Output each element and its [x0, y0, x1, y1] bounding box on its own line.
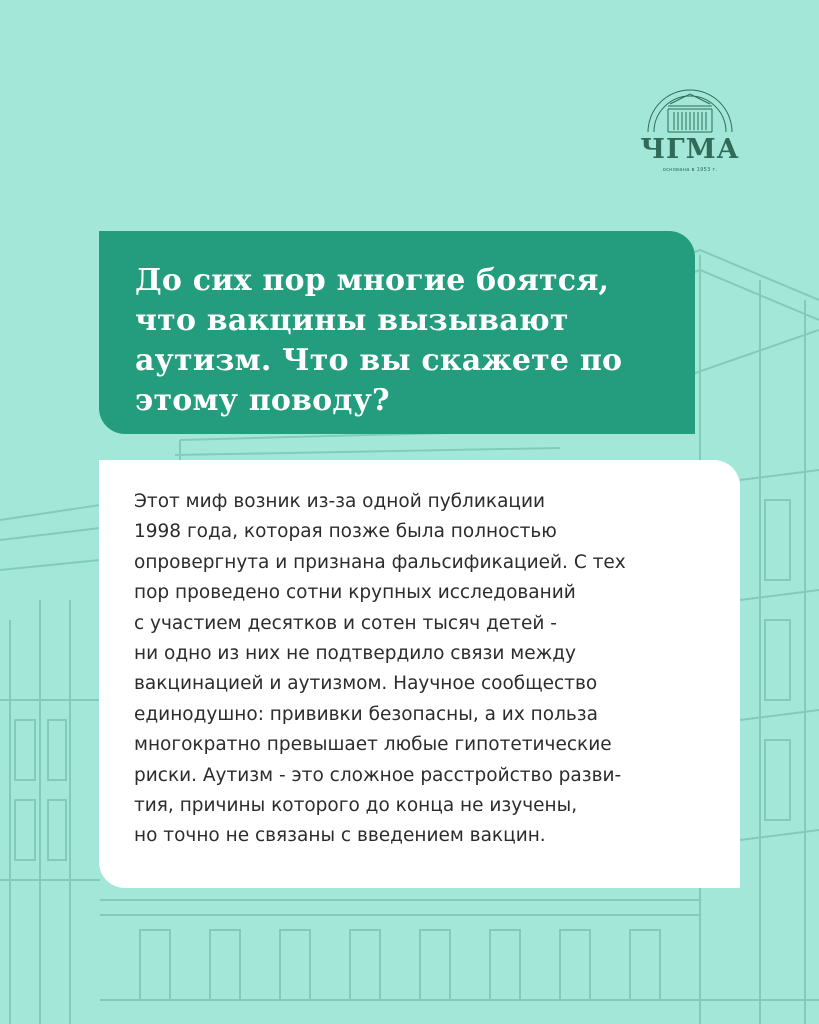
question-heading: До сих пор многие боятся, что вакцины вызывают аутизм. Что вы скажете по этому поводу? — [135, 263, 623, 418]
logo-abbreviation: ЧГМА — [640, 134, 740, 165]
answer-card — [99, 460, 740, 888]
chgma-logo — [630, 74, 750, 209]
question-card — [99, 231, 695, 434]
building-emblem-icon — [630, 74, 750, 138]
answer-text: Этот миф возник из-за одной публикации 1998 года, которая позже была полностью опровергнута и признана фальсификацией. С тех пор проведено сотни крупных исследований с участием десятков и сотен тысяч детей - ни одно из них не подтвердило связи между вакцинацией и аутизмом. Научное сообщество единодушно: прививки безопасны, а их польза многократно превышает любые гипотетические риски. Аутизм - это сложное расстройство разви- тия, причины которого до конца не изучены, но точно не связаны с введением вакцин. — [134, 491, 626, 847]
logo-founded-text: основана в 1953 г. — [662, 167, 718, 173]
